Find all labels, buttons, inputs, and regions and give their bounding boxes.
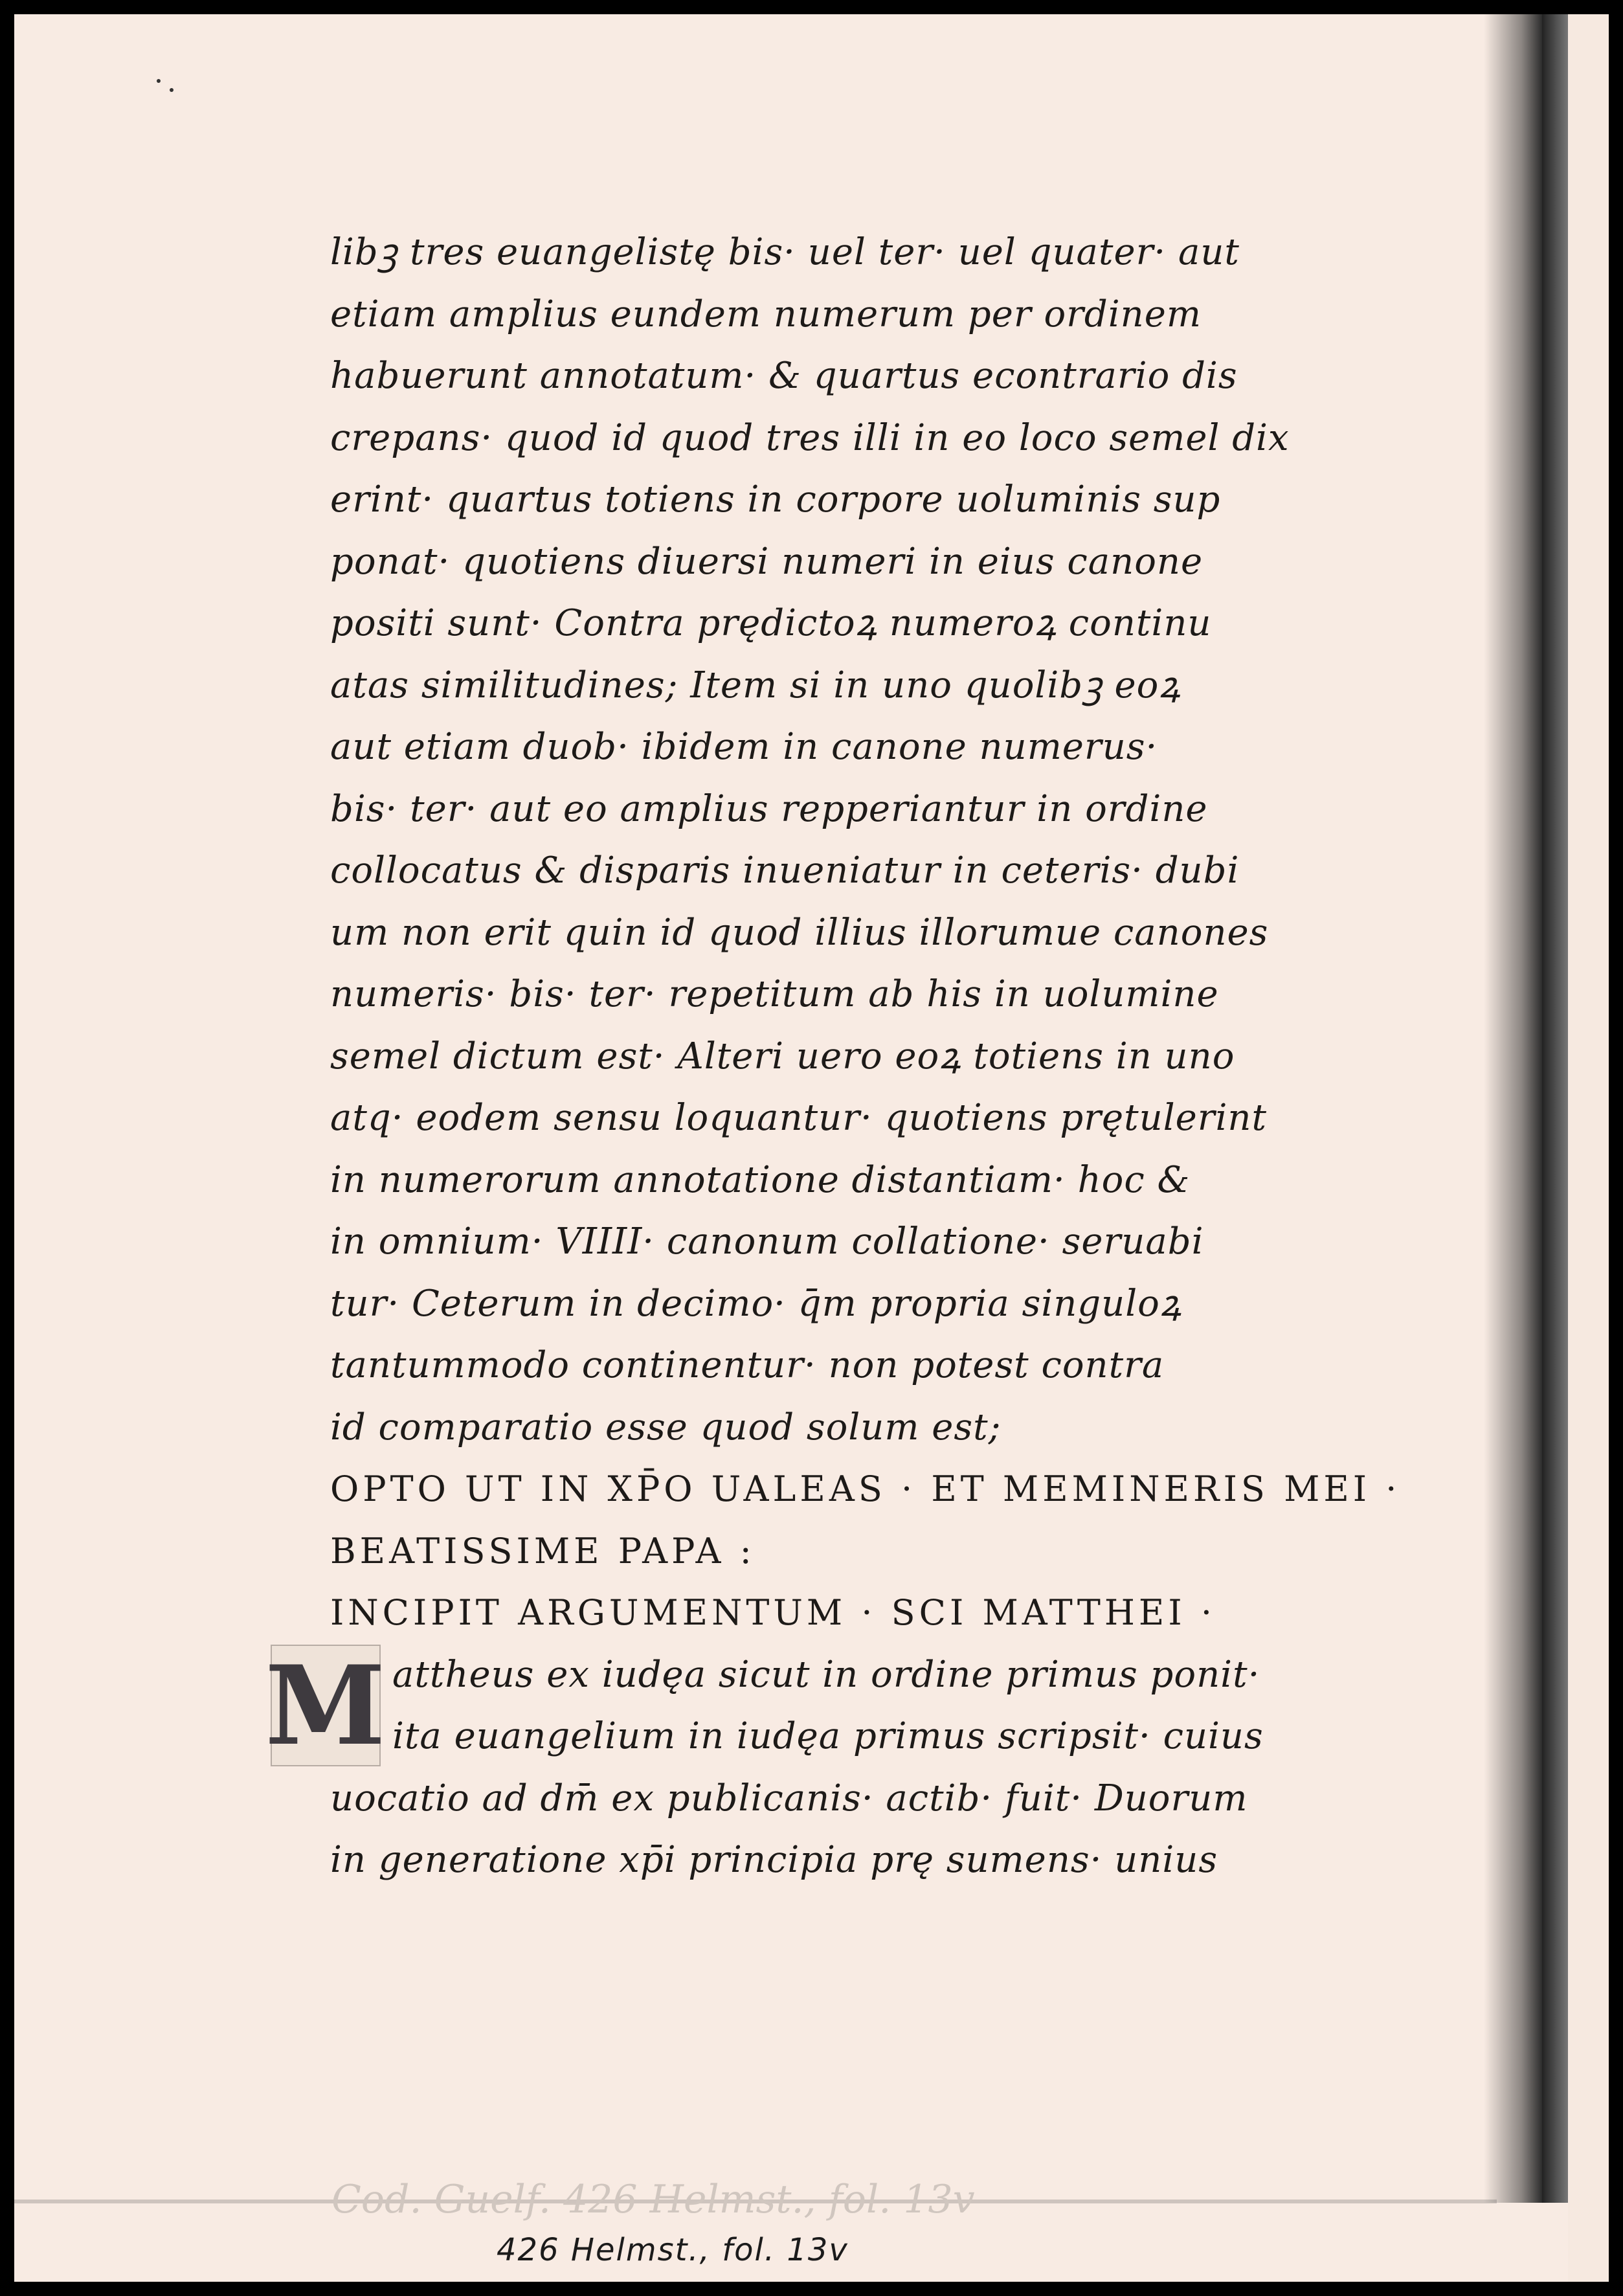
manuscript-text xyxy=(265,221,1401,1891)
text-line: libꝫ tres euangelistę bis· uel ter· uel quater· aut xyxy=(330,231,1240,273)
text-line: bis· ter· aut eo amplius repperiantur in ordine xyxy=(330,787,1208,830)
ink-speck xyxy=(157,79,161,83)
text-line: atq· eodem sensu loquantur· quotiens prętulerint xyxy=(330,1097,1267,1139)
text-line: attheus ex iudęa sicut in ordine primus ponit· xyxy=(392,1653,1260,1696)
right-margin xyxy=(1568,14,1609,2282)
text-line: positi sunt· Contra prędictoꝝ numeroꝝ continu xyxy=(330,602,1212,644)
text-line: tantummodo continentur· non potest contra xyxy=(330,1344,1165,1386)
text-line: in omnium· VIIII· canonum collatione· seruabi xyxy=(330,1221,1204,1263)
text-line: atas similitudines; Item si in uno quolibꝫ eoꝝ xyxy=(330,664,1181,706)
ink-speck xyxy=(170,88,173,92)
faint-shelfmark: Cod. Guelf. 426 Helmst., fol. 13v xyxy=(331,2177,975,2222)
text-line: ita euangelium in iudęa primus scripsit· cuius xyxy=(392,1715,1264,1757)
text-line: aut etiam duob· ibidem in canone numerus· xyxy=(330,726,1158,768)
argument-paragraph xyxy=(265,1641,1366,1891)
binding-edge xyxy=(1542,14,1568,2203)
incipit-heading: INCIPIT ARGUMENTUM · SCI MATTHEI · xyxy=(330,1592,1216,1633)
decorated-initial: M xyxy=(265,1641,386,1770)
handwritten-shelfmark: 426 Helmst., fol. 13v xyxy=(497,2232,849,2268)
text-line: tur· Ceterum in decimo· q̄m propria singuloꝝ xyxy=(330,1282,1182,1325)
text-line: semel dictum est· Alteri uero eoꝝ totiens in uno xyxy=(330,1035,1235,1077)
manuscript-page xyxy=(14,14,1609,2282)
text-line: in numerorum annotatione distantiam· hoc & xyxy=(330,1158,1191,1201)
closing-line: OPTO UT IN XP̄O UALEAS · ET MEMINERIS MEI · xyxy=(330,1469,1401,1509)
text-line: habuerunt annotatum· & quartus econtrario dis xyxy=(330,355,1238,397)
text-line: collocatus & disparis inueniatur in ceteris· dubi xyxy=(330,850,1240,892)
closing-line: BEATISSIME PAPA : xyxy=(330,1530,756,1571)
text-line: numeris· bis· ter· repetitum ab his in uolumine xyxy=(330,973,1219,1015)
text-line: crepans· quod id quod tres illi in eo loco semel dix xyxy=(330,416,1290,459)
text-line: id comparatio esse quod solum est; xyxy=(330,1406,1002,1448)
text-line: um non erit quin id quod illius illorumue canones xyxy=(330,911,1269,954)
text-line: erint· quartus totiens in corpore uoluminis sup xyxy=(330,478,1221,521)
text-line: etiam amplius eundem numerum per ordinem xyxy=(330,293,1202,335)
text-line: ponat· quotiens diuersi numeri in eius canone xyxy=(330,540,1203,583)
text-line: uocatio ad dm̄ ex publicanis· actib· fuit· Duorum xyxy=(330,1777,1248,1819)
text-line: in generatione xp̄i principia prę sumens· unius xyxy=(330,1839,1218,1881)
